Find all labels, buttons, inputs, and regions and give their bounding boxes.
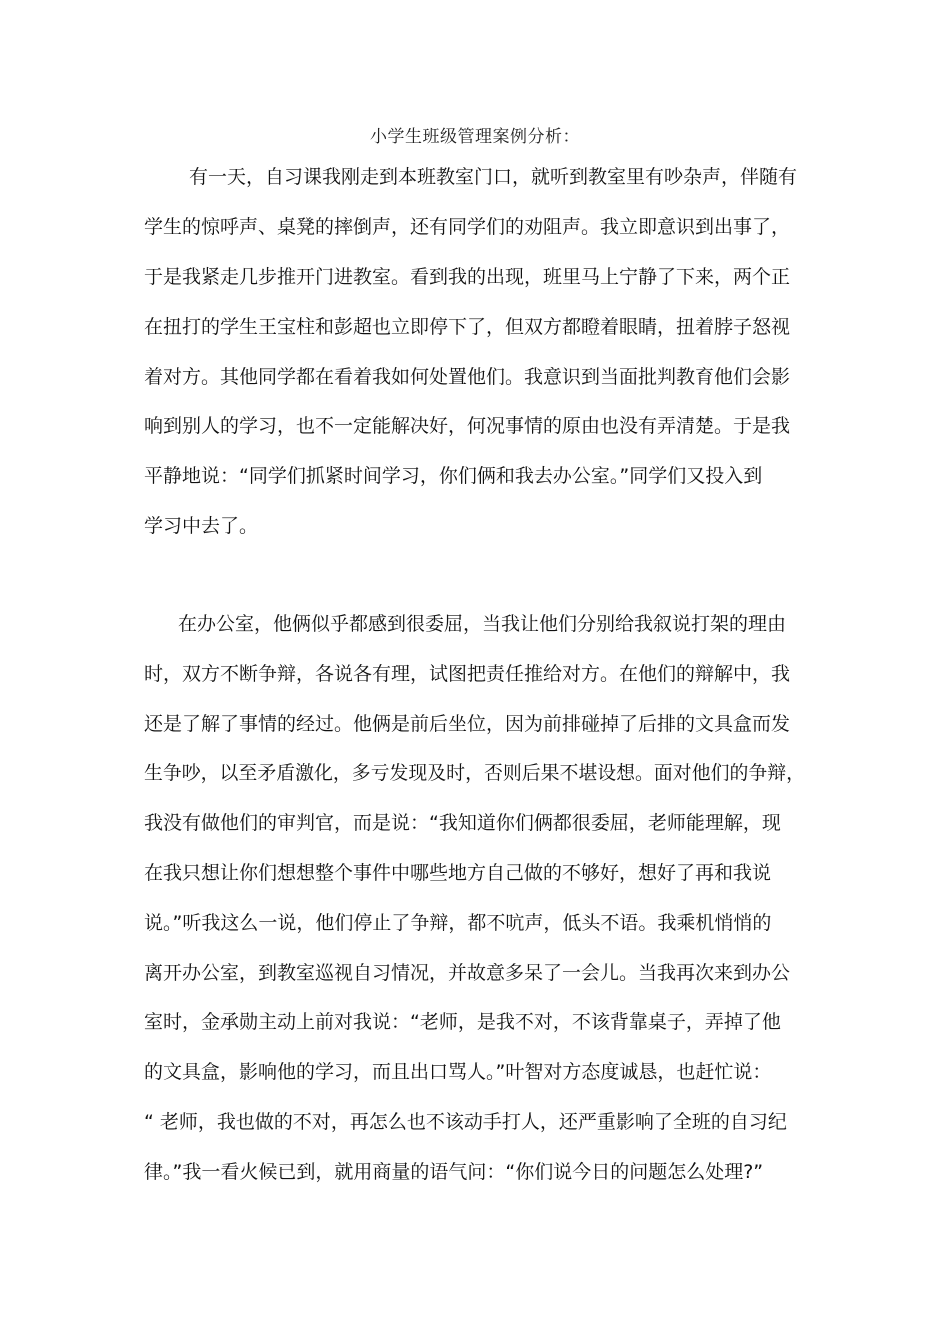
paragraph-line: 律。”我一看火候已到，就用商量的语气问：“你们说今日的问题怎么处理?” <box>144 1161 764 1183</box>
paragraph-line: 响到别人的学习，也不一定能解决好，何况事情的原由也没有弄清楚。于是我 <box>144 415 791 437</box>
paragraph-line: 还是了解了事情的经过。他俩是前后坐位，因为前排碰掉了后排的文具盒而发 <box>144 713 791 735</box>
paragraph-line: 说。”听我这么一说，他们停止了争辩，都不吭声，低头不语。我乘机悄悄的 <box>144 912 772 934</box>
paragraph-line: 学生的惊呼声、桌凳的摔倒声，还有同学们的劝阻声。我立即意识到出事了， <box>144 216 791 238</box>
paragraph-line: “ 老师，我也做的不对，再怎么也不该动手打人，还严重影响了全班的自习纪 <box>144 1111 787 1133</box>
paragraph-line: 室时，金承勋主动上前对我说：“老师，是我不对，不该背靠桌子，弄掉了他 <box>144 1011 781 1033</box>
paragraph-line: 于是我紧走几步推开门进教室。看到我的出现，班里马上宁静了下来，两个正 <box>144 266 791 288</box>
paragraph-line: 的文具盒，影响他的学习，而且出口骂人。”叶智对方态度诚恳，也赶忙说： <box>144 1061 772 1083</box>
paragraph-line: 在我只想让你们想想整个事件中哪些地方自己做的不够好，想好了再和我说 <box>144 862 772 884</box>
paragraph-line: 在办公室，他俩似乎都感到很委屈，当我让他们分别给我叙说打架的理由 <box>178 613 787 635</box>
document-title: 小学生班级管理案例分析： <box>370 127 580 147</box>
paragraph-line: 学习中去了。 <box>144 515 259 537</box>
paragraph-line: 着对方。其他同学都在看着我如何处置他们。我意识到当面批判教育他们会影 <box>144 366 791 388</box>
paragraph-line: 时，双方不断争辩，各说各有理，试图把责任推给对方。在他们的辩解中，我 <box>144 663 791 685</box>
paragraph-line: 有一天，自习课我刚走到本班教室门口，就听到教室里有吵杂声，伴随有 <box>189 166 798 188</box>
paragraph-line: 我没有做他们的审判官，而是说：“我知道你们俩都很委屈，老师能理解，现 <box>144 812 781 834</box>
paragraph-line: 离开办公室，到教室巡视自习情况，并故意多呆了一会儿。当我再次来到办公 <box>144 962 791 984</box>
paragraph-line: 生争吵，以至矛盾激化，多亏发现及时，否则后果不堪设想。面对他们的争辩， <box>144 762 806 784</box>
paragraph-line: 平静地说：“同学们抓紧时间学习，你们俩和我去办公室。”同学们又投入到 <box>144 465 763 487</box>
paragraph-line: 在扭打的学生王宝柱和彭超也立即停下了，但双方都瞪着眼睛，扭着脖子怒视 <box>144 316 791 338</box>
